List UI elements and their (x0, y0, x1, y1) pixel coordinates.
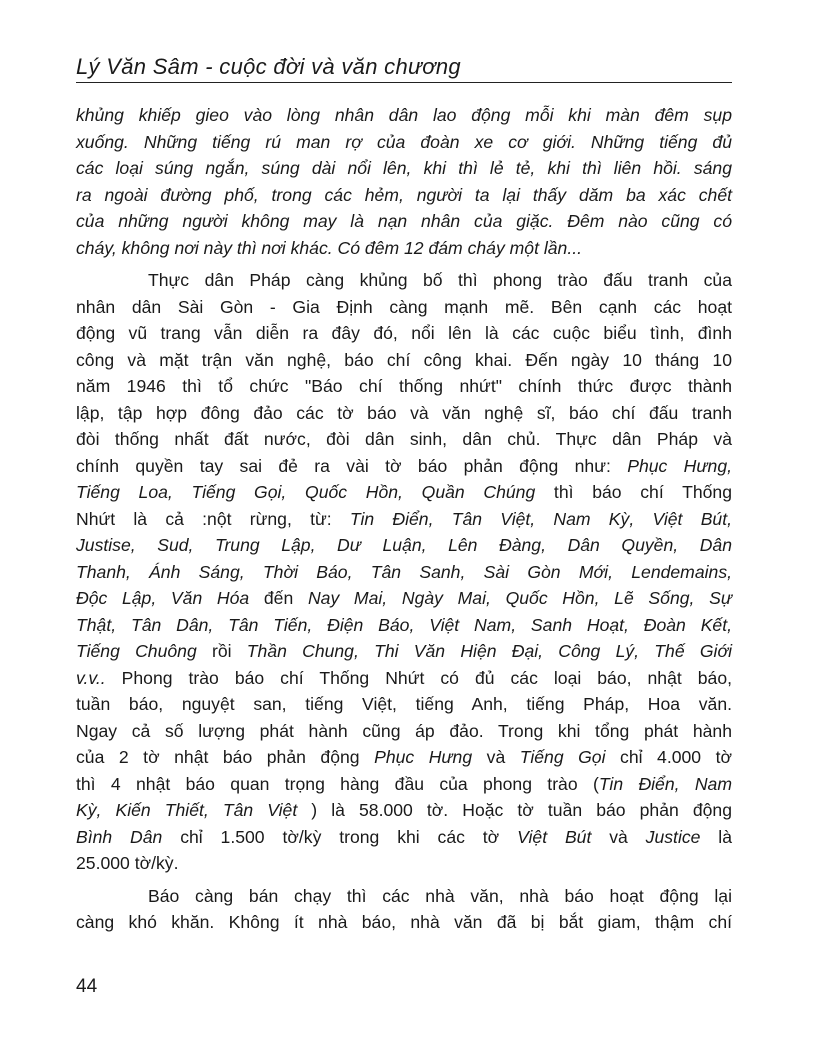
text-line (76, 797, 732, 824)
newspaper-title: Thần Chung, Thi Văn Hiện Đại, Công Lý, Thế Giới (246, 641, 732, 661)
text-line: cháy, không nơi này thì nơi khác. Có đêm 12 đám cháy một lần... (76, 237, 583, 258)
newspaper-title: Phục Hưng, (627, 455, 732, 476)
text-line: động vũ trang vẫn diễn ra đây đó, nổi lên là các cuộc biểu tình, đình (76, 323, 732, 343)
text-line: Ngay cả số lượng phát hành cũng áp đảo. Trong khi tổng phát hành (76, 720, 732, 741)
text-line (76, 824, 732, 851)
text-line: công và mặt trận văn nghệ, báo chí công khai. Đến ngày 10 tháng 10 (76, 349, 732, 370)
newspaper-title: Justise, Sud, Trung Lập, Dư Luận, Lên Đàng, Dân Quyền, Dân (76, 535, 732, 555)
quote-paragraph (76, 102, 732, 261)
text-line: nhân dân Sài Gòn - Gia Định càng mạnh mẽ. Bên cạnh các hoạt (76, 296, 732, 317)
text-line: lập, tập hợp đông đảo các tờ báo và văn nghệ sĩ, báo chí đấu tranh (76, 402, 732, 423)
text-line: khủng khiếp gieo vào lòng nhân dân lao động mỗi khi màn đêm sụp (76, 105, 732, 125)
text-run: và (472, 747, 520, 767)
running-header (76, 48, 732, 83)
text-run: của 2 tờ nhật báo phản động (76, 747, 375, 767)
text-run: đến (249, 588, 308, 608)
text-line (76, 532, 732, 559)
text-line: các loại súng ngắn, súng dài nổi lên, khi thì lẻ tẻ, khi thì liên hồi. sáng (76, 158, 732, 178)
text-run: thì 4 nhật báo quan trọng hàng đầu của phong trào ( (76, 773, 599, 794)
text-run: v.v.. (76, 667, 106, 688)
text-run: chính quyền tay sai đẻ ra vài tờ báo phản động như: (76, 455, 628, 476)
text-run: Phong trào báo chí Thống Nhứt có đủ các loại báo, nhật báo, (105, 667, 732, 688)
text-run: ) là 58.000 tờ. Hoặc tờ tuần báo phản động (297, 800, 732, 820)
text-line (76, 479, 732, 506)
text-line: Báo càng bán chạy thì các nhà văn, nhà báo hoạt động lại (148, 885, 732, 906)
text-run: là (700, 826, 732, 847)
text-line: tuần báo, nguyệt san, tiếng Việt, tiếng Anh, tiếng Pháp, Hoa văn. (76, 694, 732, 714)
newspaper-title: Bình Dân (76, 826, 163, 847)
text-line (76, 771, 732, 798)
text-run: chỉ 4.000 tờ (605, 747, 733, 767)
newspaper-title: Độc Lập, Văn Hóa (76, 588, 250, 608)
text-line: ra ngoài đường phố, trong các hẻm, người ta lại thấy dăm ba xác chết (76, 184, 732, 205)
body-paragraph (76, 267, 732, 877)
newspaper-title: Kỳ, Kiến Thiết, Tân Việt (76, 800, 298, 820)
text-line: đòi thống nhất đất nước, đòi dân sinh, dân chủ. Thực dân Pháp và (76, 429, 732, 449)
newspaper-title: Tiếng Chuông (76, 641, 197, 661)
newspaper-title: Thật, Tân Dân, Tân Tiến, Điện Báo, Việt Nam, Sanh Hoạt, Đoàn Kết, (76, 614, 732, 635)
newspaper-title: Justice (645, 826, 701, 847)
text-line (76, 744, 732, 771)
running-header-title: Lý Văn Sâm - cuộc đời và văn chương (76, 54, 461, 79)
newspaper-title: Thanh, Ánh Sáng, Thời Báo, Tân Sanh, Sài Gòn Mới, Lendemains, (76, 561, 732, 582)
page-body (76, 102, 732, 936)
newspaper-title: Tiếng Loa, Tiếng Gọi, Quốc Hồn, Quần Chúng (76, 482, 536, 502)
text-line: năm 1946 thì tổ chức "Báo chí thống nhứt" chính thức được thành (76, 376, 732, 396)
text-line: càng khó khăn. Không ít nhà báo, nhà văn đã bị bắt giam, thậm chí (76, 912, 732, 932)
body-paragraph (76, 883, 732, 936)
newspaper-title: Việt Bút (517, 826, 592, 847)
newspaper-title: Tin Điển, Nam (598, 773, 733, 794)
text-line (76, 585, 732, 612)
page-number: 44 (76, 976, 98, 997)
text-line: xuống. Những tiếng rú man rợ của đoàn xe cơ giới. Những tiếng đủ (76, 131, 732, 152)
text-run: thì báo chí Thống (535, 482, 732, 502)
text-line: của những người không may là nạn nhân của giặc. Đêm nào cũng có (76, 211, 732, 231)
text-line (76, 506, 732, 533)
text-line (76, 559, 732, 586)
text-line: Thực dân Pháp càng khủng bố thì phong trào đấu tranh của (148, 270, 732, 290)
newspaper-title: Tiếng Gọi (519, 747, 606, 767)
text-line (76, 665, 732, 692)
text-line: 25.000 tờ/kỳ. (76, 853, 179, 873)
text-line (76, 638, 732, 665)
text-run: chỉ 1.500 tờ/kỳ trong khi các tờ (162, 826, 518, 847)
text-line (76, 453, 732, 480)
newspaper-title: Phục Hưng (374, 747, 473, 767)
text-run: và (591, 826, 646, 847)
newspaper-title: Tin Điển, Tân Việt, Nam Kỳ, Việt Bút, (349, 508, 732, 529)
text-run: rồi (196, 641, 247, 661)
text-run: Nhứt là cả :nột rừng, từ: (76, 508, 350, 529)
newspaper-title: Nay Mai, Ngày Mai, Quốc Hồn, Lẽ Sống, Sự (307, 588, 732, 608)
text-line (76, 612, 732, 639)
